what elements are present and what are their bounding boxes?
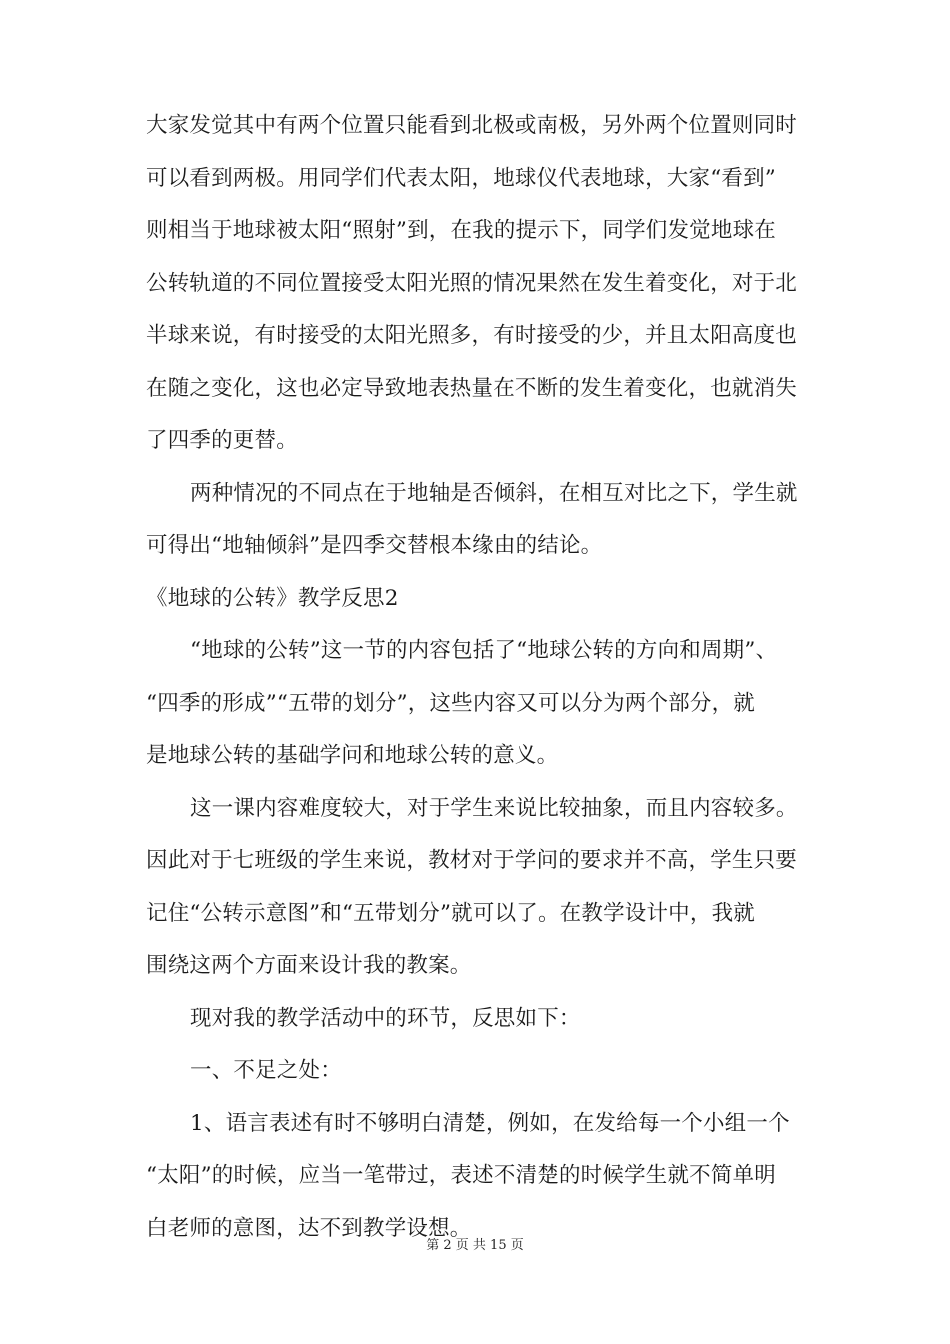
body-line: 半球来说，有时接受的太阳光照多，有时接受的少，并且太阳高度也 <box>146 323 798 348</box>
body-line: 了四季的更替。 <box>146 428 298 453</box>
body-line: 是地球公转的基础学问和地球公转的意义。 <box>146 743 559 768</box>
body-line: 记住“公转示意图”和“五带划分”就可以了。在教学设计中，我就 <box>146 900 755 926</box>
body-line: 公转轨道的不同位置接受太阳光照的情况果然在发生着变化，对于北 <box>146 270 798 296</box>
section-heading: 《地球的公转》教学反思2 <box>146 585 399 611</box>
body-line: “太阳”的时候，应当一笔带过，表述不清楚的时候学生就不简单明 <box>146 1163 776 1188</box>
body-line: 1、语言表述有时不够明白清楚，例如，在发给每一个小组一个 <box>190 1110 790 1136</box>
body-line: 两种情况的不同点在于地轴是否倾斜，在相互对比之下，学生就 <box>190 480 798 506</box>
body-line: 可以看到两极。用同学们代表太阳，地球仪代表地球，大家“看到” <box>146 165 776 191</box>
body-line: 可得出“地轴倾斜”是四季交替根本缘由的结论。 <box>146 533 603 558</box>
body-line: 围绕这两个方面来设计我的教案。 <box>146 953 472 978</box>
body-line: 一、不足之处： <box>190 1058 342 1083</box>
body-line: 因此对于七班级的学生来说，教材对于学问的要求并不高，学生只要 <box>146 848 798 873</box>
body-line: “四季的形成”“五带的划分”，这些内容又可以分为两个部分，就 <box>146 690 755 716</box>
document-body <box>146 100 818 1255</box>
body-line: “地球的公转”这一节的内容包括了“地球公转的方向和周期”、 <box>190 638 778 663</box>
body-line: 白老师的意图，达不到教学设想。 <box>146 1215 472 1241</box>
body-line: 这一课内容难度较大，对于学生来说比较抽象，而且内容较多。 <box>190 795 798 821</box>
body-line: 现对我的教学活动中的环节，反思如下： <box>190 1005 581 1031</box>
body-line: 则相当于地球被太阳“照射”到，在我的提示下，同学们发觉地球在 <box>146 218 776 243</box>
page-number-footer: 第 2 页 共 15 页 <box>426 1238 524 1253</box>
body-line: 大家发觉其中有两个位置只能看到北极或南极，另外两个位置则同时 <box>146 113 798 138</box>
body-line: 在随之变化，这也必定导致地表热量在不断的发生着变化，也就消失 <box>146 375 798 401</box>
